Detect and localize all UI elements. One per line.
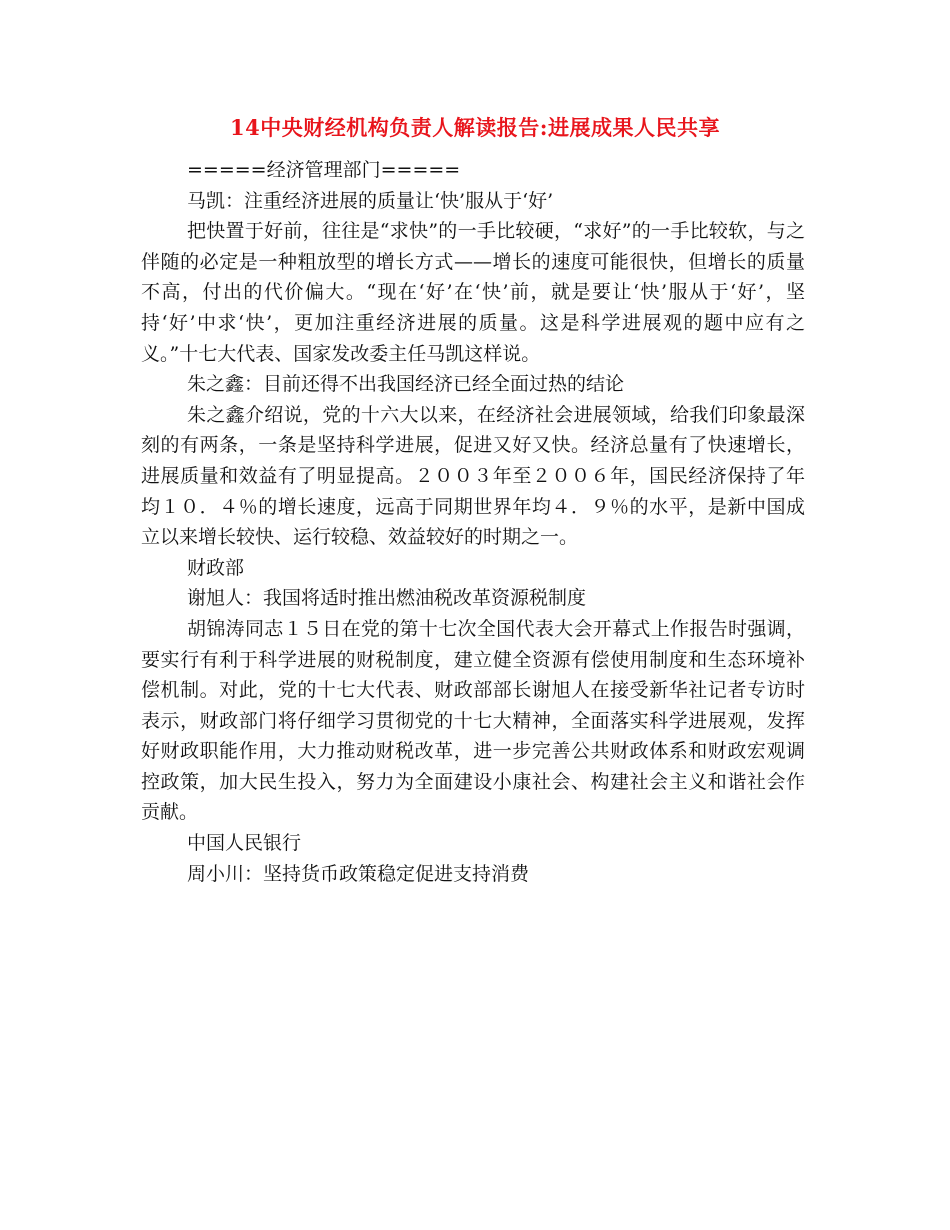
section-heading-ministry-of-finance: 财政部 [187,556,245,579]
paragraph-ma-kai: 把快置于好前，往往是“求快”的一手比较硬，“求好”的一手比较软，与之伴随的必定是一种粗放型的增长方式——增长的速度可能很快，但增长的质量不高，付出的代价偏大。“现在‘好’在‘快’前，就是要让‘快’服从于‘好’，坚持‘好’中求‘快’，更加注重经济进展的质量。这是科学进展观的题中应有之义。”十七大代表、国家发改委主任马凯这样说。 [141,220,805,365]
document-body [141,155,805,889]
paragraph-zhu-zhixin: 朱之鑫介绍说，党的十六大以来，在经济社会进展领域，给我们印象最深刻的有两条，一条是坚持科学进展，促进又好又快。经济总量有了快速增长，进展质量和效益有了明显提高。２００３年至２００６年，国民经济保持了年均１０．４％的增长速度，远高于同期世界年均４．９％的水平，是新中国成立以来增长较快、运行较稳、效益较好的时期之一。 [141,403,805,549]
section-heading-peoples-bank: 中国人民银行 [187,832,302,855]
subheading-zhu-zhixin: 朱之鑫：目前还得不出我国经济已经全面过热的结论 [187,373,625,396]
section-heading-economic-management: =====经济管理部门===== [187,159,461,181]
subheading-zhou-xiaochuan: 周小川：坚持货币政策稳定促进支持消费 [187,862,530,885]
subheading-xie-xuren: 谢旭人：我国将适时推出燃油税改革资源税制度 [187,587,587,610]
subheading-ma-kai: 马凯：注重经济进展的质量让‘快’服从于‘好’ [187,189,554,212]
paragraph-xie-xuren: 胡锦涛同志１５日在党的第十七次全国代表大会开幕式上作报告时强调，要实行有利于科学进展的财税制度，建立健全资源有偿使用制度和生态环境补偿机制。对此，党的十七大代表、财政部部长谢旭人在接受新华社记者专访时表示，财政部门将仔细学习贯彻党的十七大精神，全面落实科学进展观，发挥好财政职能作用，大力推动财税改革，进一步完善公共财政体系和财政宏观调控政策，加大民生投入，努力为全面建设小康社会、构建社会主义和谐社会作贡献。 [141,617,805,824]
document-title: 14中央财经机构负责人解读报告:进展成果人民共享 [230,115,720,140]
